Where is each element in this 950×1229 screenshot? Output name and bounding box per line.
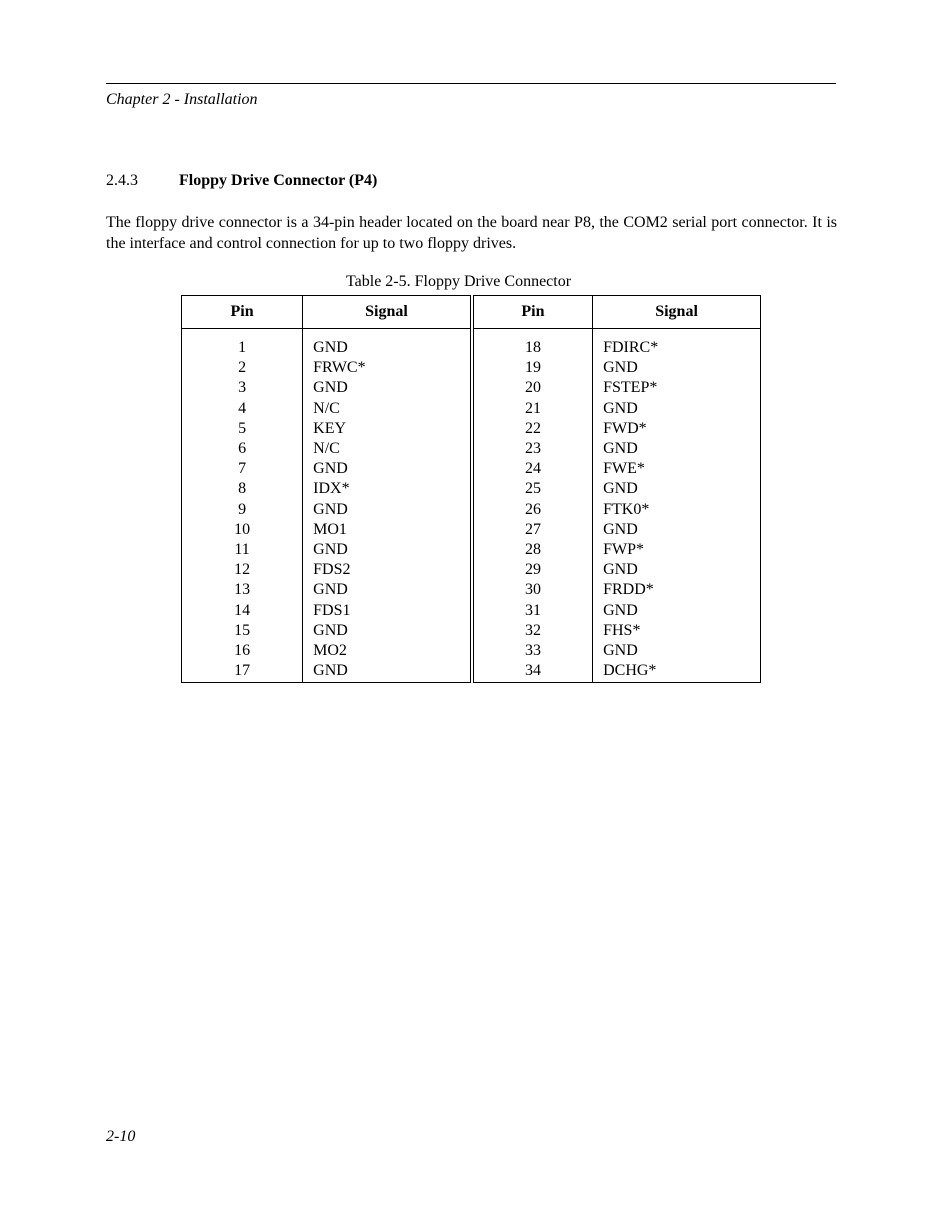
table-row: [182, 358, 761, 378]
pin-cell: 27: [472, 520, 593, 540]
pin-cell: 19: [472, 358, 593, 378]
pin-cell: 13: [182, 580, 303, 600]
pin-cell: 1: [182, 329, 303, 359]
pin-cell: 20: [472, 378, 593, 398]
table-row: [182, 479, 761, 499]
pin-cell: 6: [182, 439, 303, 459]
pin-cell: 25: [472, 479, 593, 499]
table-row: [182, 621, 761, 641]
table-row: [182, 500, 761, 520]
table-header-row: [182, 296, 761, 329]
signal-cell: GND: [603, 440, 638, 458]
signal-cell: N/C: [303, 399, 472, 419]
signal-cell: MO2: [303, 641, 472, 661]
table-row: [182, 419, 761, 439]
header-rule: [106, 83, 836, 84]
table-row: [182, 600, 761, 620]
pin-cell: 23: [472, 439, 593, 459]
section-number: 2.4.3: [106, 172, 138, 189]
pin-cell: 33: [472, 641, 593, 661]
table-caption: Table 2-5. Floppy Drive Connector: [346, 273, 572, 290]
table-row: [182, 540, 761, 560]
signal-cell: MO1: [303, 520, 472, 540]
section-heading: [106, 172, 377, 190]
pin-cell: 26: [472, 500, 593, 520]
section-paragraph: The floppy drive connector is a 34-pin header located on the board near P8, the COM2 serial port connector. It is the interface and control connection for up to two floppy drives.: [106, 214, 837, 252]
signal-cell: FDS2: [303, 560, 472, 580]
table-row: [182, 439, 761, 459]
header-pin-2: Pin: [472, 296, 593, 329]
signal-cell: FRWC*: [303, 358, 472, 378]
signal-cell: FTK0*: [603, 500, 650, 518]
table-row: [182, 378, 761, 398]
signal-cell: GND: [303, 378, 472, 398]
table-row: [182, 661, 761, 683]
signal-cell: GND: [303, 329, 472, 359]
pin-cell: 4: [182, 399, 303, 419]
signal-cell: GND: [303, 580, 472, 600]
pin-cell: 31: [472, 600, 593, 620]
header-signal-1: Signal: [303, 296, 472, 329]
header-pin-1: Pin: [182, 296, 303, 329]
table-row: [182, 399, 761, 419]
pin-cell: 5: [182, 419, 303, 439]
floppy-connector-table: [181, 295, 761, 683]
signal-cell: GND: [603, 399, 638, 417]
signal-cell: GND: [603, 480, 638, 498]
pin-cell: 7: [182, 459, 303, 479]
signal-cell: GND: [603, 359, 638, 377]
page-number: 2-10: [106, 1128, 136, 1145]
signal-cell: FSTEP*: [603, 379, 658, 397]
header-signal-2: Signal: [593, 296, 761, 329]
pin-cell: 11: [182, 540, 303, 560]
table-row: [182, 329, 761, 359]
signal-cell: FWP*: [603, 540, 644, 558]
signal-cell: GND: [303, 621, 472, 641]
pin-cell: 12: [182, 560, 303, 580]
signal-cell: FDIRC*: [603, 339, 659, 357]
signal-cell: GND: [303, 459, 472, 479]
pin-cell: 15: [182, 621, 303, 641]
signal-cell: KEY: [303, 419, 472, 439]
signal-cell: GND: [603, 561, 638, 579]
pin-cell: 14: [182, 600, 303, 620]
table-row: [182, 580, 761, 600]
table-row: [182, 520, 761, 540]
signal-cell: FDS1: [303, 600, 472, 620]
pin-cell: 10: [182, 520, 303, 540]
pin-cell: 9: [182, 500, 303, 520]
table-row: [182, 560, 761, 580]
section-title: Floppy Drive Connector (P4): [179, 172, 378, 189]
pin-cell: 21: [472, 399, 593, 419]
running-head: Chapter 2 - Installation: [106, 91, 258, 108]
table-body: [182, 329, 761, 683]
pin-cell: 29: [472, 560, 593, 580]
pin-cell: 22: [472, 419, 593, 439]
pin-cell: 8: [182, 479, 303, 499]
pin-cell: 16: [182, 641, 303, 661]
pin-cell: 28: [472, 540, 593, 560]
pin-cell: 18: [472, 329, 593, 359]
pin-cell: 32: [472, 621, 593, 641]
pin-cell: 24: [472, 459, 593, 479]
pin-cell: 17: [182, 661, 303, 683]
signal-cell: GND: [303, 500, 472, 520]
pin-cell: 34: [472, 661, 593, 683]
signal-cell: GND: [603, 601, 638, 619]
pin-cell: 30: [472, 580, 593, 600]
table-row: [182, 459, 761, 479]
signal-cell: GND: [303, 661, 472, 683]
signal-cell: FHS*: [603, 621, 641, 639]
signal-cell: DCHG*: [603, 662, 657, 680]
signal-cell: FRDD*: [603, 581, 654, 599]
signal-cell: N/C: [303, 439, 472, 459]
table-row: [182, 641, 761, 661]
pin-cell: 2: [182, 358, 303, 378]
signal-cell: GND: [603, 641, 638, 659]
pin-cell: 3: [182, 378, 303, 398]
signal-cell: IDX*: [303, 479, 472, 499]
signal-cell: FWD*: [603, 419, 647, 437]
signal-cell: GND: [303, 540, 472, 560]
signal-cell: FWE*: [603, 460, 645, 478]
signal-cell: GND: [603, 520, 638, 538]
